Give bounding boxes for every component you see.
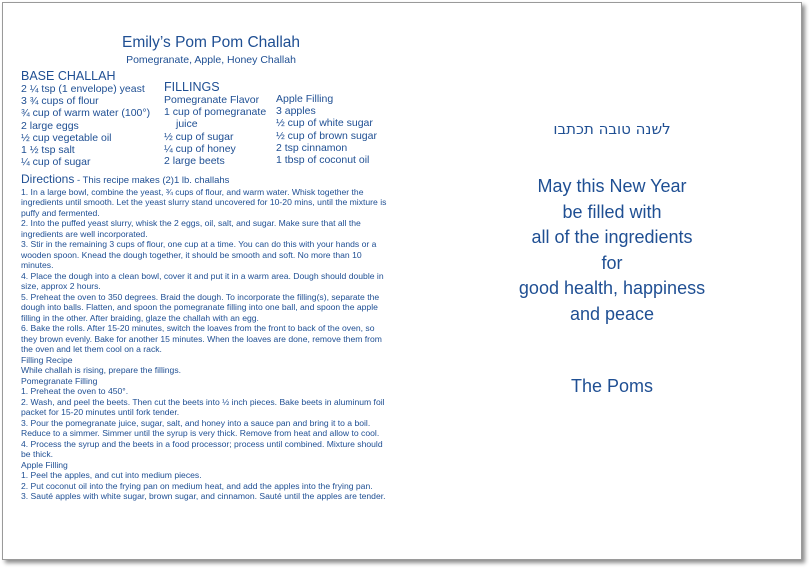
ingredient-item: 1 tbsp of coconut oil xyxy=(276,154,370,167)
recipe-subtitle: Pomegranate, Apple, Honey Challah xyxy=(126,54,296,66)
ingredient-item: 1 ½ tsp salt xyxy=(21,144,75,157)
ingredient-item: 2 tsp cinnamon xyxy=(276,141,348,154)
ingredient-item: ¼ cup of honey xyxy=(164,142,236,155)
direction-line: 3. Stir in the remaining 3 cups of flour, one cup at a time. You can do this with your hands or a wooden spoon. Knead the dough together, it should be smooth and soft. No more than 10 minutes. xyxy=(21,239,377,270)
direction-line: 2. Wash, and peel the beets. Then cut the beets into ½ inch pieces. Bake beets in aluminum foil packet for 15-20 minutes until fork tender. xyxy=(21,396,385,417)
directions-heading-line xyxy=(21,174,393,187)
greeting-line: for xyxy=(601,252,623,273)
ingredient-item: ½ cup vegetable oil xyxy=(21,131,112,144)
filling-recipe-heading: Filling Recipe xyxy=(21,354,73,365)
greeting-message xyxy=(423,174,801,327)
directions-section xyxy=(21,174,393,502)
ingredient-item: 1 cup of pomegranate xyxy=(164,106,267,119)
ingredient-item: ¾ cup of warm water (100°) xyxy=(21,107,151,120)
ingredient-item: 2 large beets xyxy=(164,155,225,168)
apple-filling-column xyxy=(276,93,377,166)
ingredient-item: ¼ cup of sugar xyxy=(21,156,91,169)
greeting-card xyxy=(2,2,802,560)
greeting-line: good health, happiness xyxy=(518,278,706,298)
ingredient-item: 2 large eggs xyxy=(21,119,79,132)
recipe-title: Emily’s Pom Pom Challah xyxy=(121,34,301,51)
direction-line: 4. Process the syrup and the beets in a food processor; process until combined. Mixture should be thick. xyxy=(21,438,383,459)
greeting-line: all of the ingredients xyxy=(531,227,693,247)
greeting-line: be filled with xyxy=(562,201,662,222)
directions-yield: - This recipe makes (2)1 lb. challahs xyxy=(74,175,230,186)
hebrew-greeting: לשנה טובה תכתבו xyxy=(553,120,671,138)
base-challah-heading: BASE CHALLAH xyxy=(21,69,116,83)
direction-line: While challah is rising, prepare the fillings. xyxy=(21,365,182,375)
pomegranate-filling-column xyxy=(164,81,266,167)
pomegranate-flavor-title: Pomegranate Flavor xyxy=(164,94,260,106)
directions-heading: Directions xyxy=(21,172,75,186)
fillings-heading: FILLINGS xyxy=(164,80,220,94)
direction-line: 3. Pour the pomegranate juice, sugar, salt, and honey into a sauce pan and bring it to a boil. Reduce to a simmer. Simmer until the syrup is very thick. Remove from heat and allow to cool. xyxy=(21,417,380,438)
direction-line: 2. Put coconut oil into the frying pan on medium heat, and add the apples into the frying pan. xyxy=(21,480,373,491)
base-challah-column xyxy=(21,70,150,168)
pomegranate-filling-heading: Pomegranate Filling xyxy=(21,375,98,386)
signature: The Poms xyxy=(570,376,654,396)
ingredient-item: juice xyxy=(176,118,198,131)
ingredient-item: 3 apples xyxy=(276,105,316,118)
direction-line: 1. Peel the apples, and cut into medium pieces. xyxy=(21,470,202,480)
direction-line: 6. Bake the rolls. After 15-20 minutes, switch the loaves from the front to back of the oven, so they brown evenly. Bake for another 15 minutes. When the loaves are done, remove them from the oven and let them cool on a rack. xyxy=(21,323,382,354)
greeting-line: and peace xyxy=(569,303,655,324)
ingredient-item: ½ cup of sugar xyxy=(164,130,234,143)
ingredient-item: ½ cup of white sugar xyxy=(276,117,373,130)
direction-line: 1. In a large bowl, combine the yeast, ¾ cups of flour, and warm water. Whisk together the ingredients until smooth. Let the yeast slurry stand uncovered for 10-20 mins, until the mixture is puffy and fermented. xyxy=(21,186,387,218)
apple-filling-heading: Apple Filling xyxy=(21,459,68,470)
ingredient-item: 2 ¼ tsp (1 envelope) yeast xyxy=(21,83,145,95)
direction-line: 2. Into the puffed yeast slurry, whisk the 2 eggs, oil, salt, and sugar. Make sure that all the ingredients are well incorporated. xyxy=(21,218,361,239)
direction-line: 5. Preheat the oven to 350 degrees. Braid the dough. To incorporate the filling(s), separate the dough into balls. Flatten, and spoon the pomegranate filling into one ball, and spoon the apple filling in the other. After braiding, glaze the challah with an egg. xyxy=(21,291,380,323)
greeting-panel xyxy=(423,3,801,559)
ingredient-item: 3 ¾ cups of flour xyxy=(21,95,99,108)
ingredient-item: ½ cup of brown sugar xyxy=(276,129,377,142)
greeting-line: May this New Year xyxy=(537,176,687,196)
recipe-panel xyxy=(21,3,401,559)
direction-line: 3. Sauté apples with white sugar, brown sugar, and cinnamon. Sauté until the apples are tender. xyxy=(21,491,386,501)
direction-line: 4. Place the dough into a clean bowl, cover it and put it in a warm area. Dough should double in size, approx 2 hours. xyxy=(21,270,384,291)
direction-line: 1. Preheat the oven to 450°. xyxy=(21,386,129,396)
apple-filling-title: Apple Filling xyxy=(276,93,334,105)
